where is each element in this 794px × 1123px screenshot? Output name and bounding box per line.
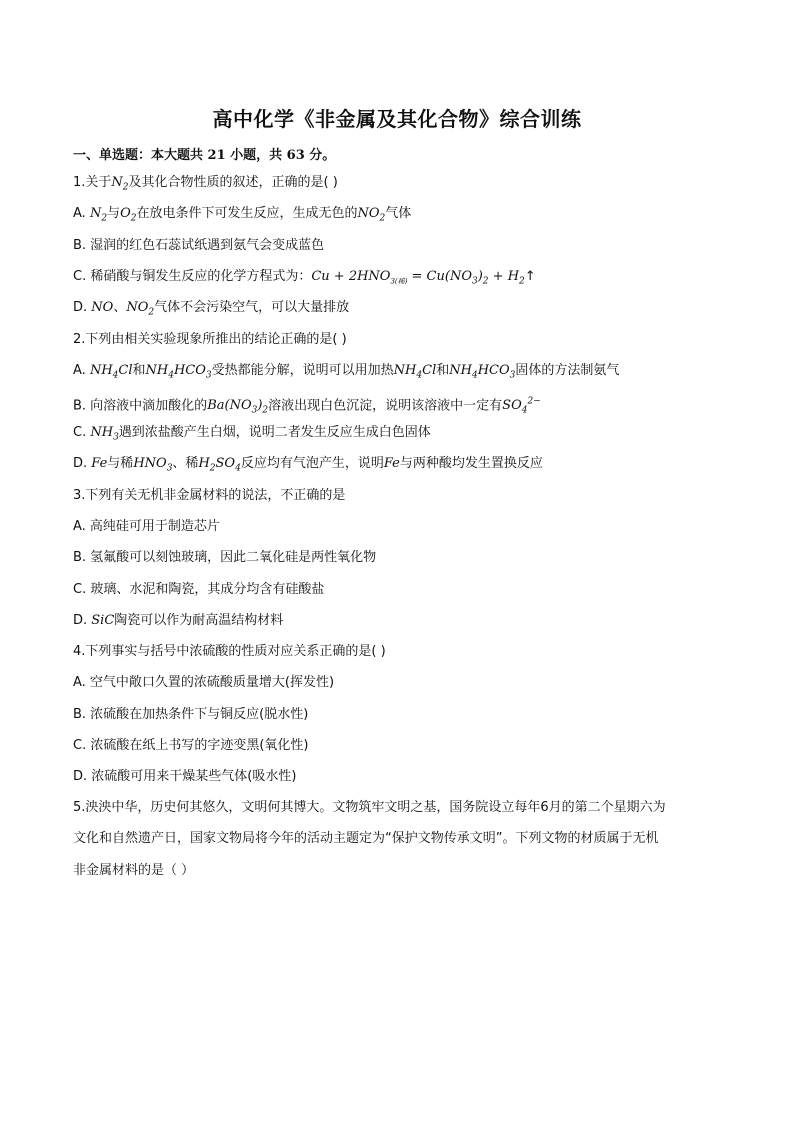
question-1-option-a: A. $N_2$与$O_2$在放电条件下可发生反应，生成无色的$NO_2$气体 — [73, 206, 412, 224]
question-4-option-a: A. 空气中敞口久置的浓硫酸质量增大(挥发性) — [73, 675, 335, 690]
question-1-option-d: D. NO、$NO_2$气体不会污染空气，可以大量排放 — [73, 300, 350, 318]
question-3-stem: 3.下列有关无机非金属材料的说法，不正确的是 — [73, 488, 346, 503]
question-3-option-c: C. 玻璃、水泥和陶瓷，其成分均含有硅酸盐 — [73, 582, 325, 597]
question-4-option-d: D. 浓硫酸可用来干燥某些气体(吸水性) — [73, 769, 297, 784]
question-1-option-c: C. 稀硝酸与铜发生反应的化学方程式为：$Cu + 2HNO_{3(稀)} = Cu(NO_3)_2$ + $H_2↑$ — [73, 269, 536, 287]
question-2-option-d: D. Fe与稀$HNO_3$、稀$H_2SO_4$反应均有气泡产生，说明Fe与两种酸均发生置换反应 — [73, 456, 543, 474]
question-5-stem-line-2: 文化和自然遗产日，国家文物局将今年的活动主题定为“保护文物传承文明”。下列文物的材质属于无机 — [73, 831, 659, 846]
question-3-option-b: B. 氢氟酸可以刻蚀玻璃，因此二氧化硅是两性氧化物 — [73, 550, 377, 565]
question-1-stem: 1.关于$N_2$及其化合物性质的叙述，正确的是( ) — [73, 175, 338, 193]
question-5-stem-line-1: 5.泱泱中华，历史何其悠久，文明何其博大。文物筑牢文明之基，国务院设立每年6月的第二个星期六为 — [73, 800, 666, 815]
question-2-option-a: A. $NH_4Cl$和$NH_4HCO_3$受热都能分解，说明可以用加热$NH_4Cl$和$NH_4HCO_3$固体的方法制氨气 — [73, 363, 620, 381]
question-4-stem: 4.下列事实与括号中浓硫酸的性质对应关系正确的是( ) — [73, 644, 386, 659]
question-5-stem-line-3: 非金属材料的是（ ） — [73, 863, 195, 878]
question-3-option-d: D. SiC陶瓷可以作为耐高温结构材料 — [73, 613, 284, 628]
section-heading: 一、单选题：本大题共 21 小题，共 63 分。 — [73, 148, 336, 163]
page-title: 高中化学《非金属及其化合物》综合训练 — [212, 107, 582, 131]
question-3-option-a: A. 高纯硅可用于制造芯片 — [73, 519, 220, 534]
question-4-option-b: B. 浓硫酸在加热条件下与铜反应(脱水性) — [73, 707, 309, 722]
question-2-stem: 2.下列由相关实验现象所推出的结论正确的是( ) — [73, 332, 347, 347]
question-2-option-c: C. $NH_3$遇到浓盐酸产生白烟，说明二者发生反应生成白色固体 — [73, 425, 431, 443]
question-1-option-b: B. 湿润的红色石蕊试纸遇到氨气会变成蓝色 — [73, 238, 325, 253]
question-2-option-b: B. 向溶液中滴加酸化的$Ba(NO_3)_2$溶液出现白色沉淀，说明该溶液中一定有$SO_4^{2-}$ — [73, 397, 541, 416]
question-4-option-c: C. 浓硫酸在纸上书写的字迹变黑(氧化性) — [73, 738, 309, 753]
